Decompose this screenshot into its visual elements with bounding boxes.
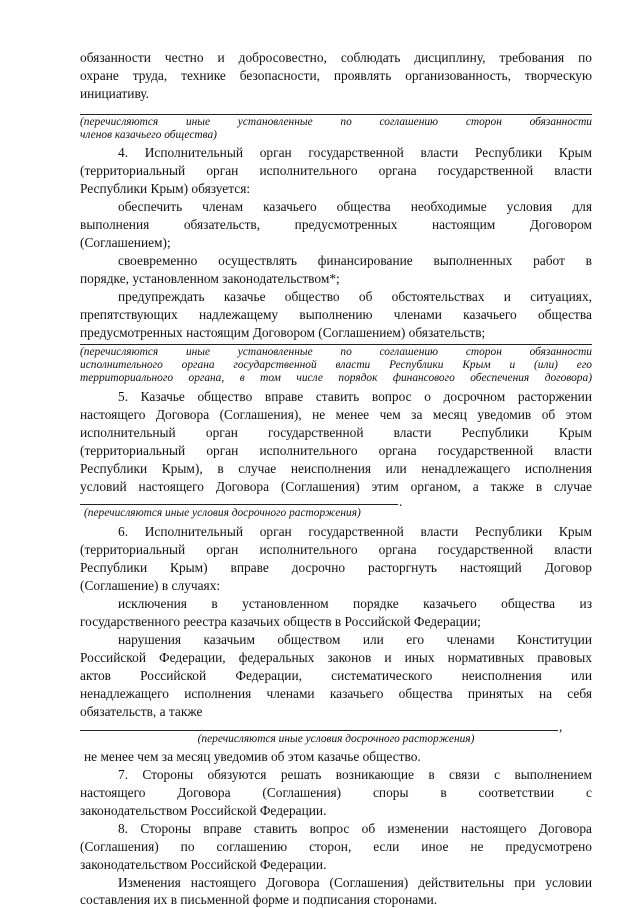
text-line: препятствующих надлежащему выполнению членами казачьего общества xyxy=(80,307,592,322)
clause-6-heading: 6. Исполнительный орган государственной власти Республики Крым xyxy=(118,524,592,539)
clause-4-heading: 4. Исполнительный орган государственной власти Республики Крым xyxy=(118,145,592,160)
text-line: предупреждать казачье общество об обстоятельствах и ситуациях, xyxy=(118,289,592,304)
text-line: инициативу. xyxy=(80,86,150,101)
italic-note: территориального органа, в том числе порядок финансового обеспечения договора) xyxy=(80,372,592,384)
text-line: настоящего Договора (Соглашения), не менее чем за месяц уведомив об этом xyxy=(80,407,592,422)
line-end-comma: , xyxy=(559,719,563,734)
text-line: составления их в письменной форме и подписания сторонами. xyxy=(80,892,438,907)
italic-note: (перечисляются иные установленные по соглашению сторон обязанности xyxy=(80,346,592,358)
text-line: исключения в установленном порядке казачьего общества из xyxy=(118,596,592,611)
text-line: охране труда, технике безопасности, проявлять организованность, творческую xyxy=(80,68,592,83)
line-end-period: . xyxy=(399,494,403,509)
text-line: обязательств, а также xyxy=(80,704,203,719)
clause-7-heading: 7. Стороны обязуются решать возникающие в связи с выполнением xyxy=(118,767,592,782)
text-line: Республики Крым) вправе досрочно расторгнуть настоящий Договор xyxy=(80,560,592,575)
text-line: Республики Крым) обязуется: xyxy=(80,181,251,196)
text-line: условий настоящего Договора (Соглашения) этим органом, а также в случае xyxy=(80,479,592,494)
clause-8-heading: 8. Стороны вправе ставить вопрос об изменении настоящего Договора xyxy=(118,821,592,836)
italic-note: членов казачьего общества) xyxy=(80,129,217,141)
text-line: своевременно осуществлять финансирование выполненных работ в xyxy=(118,253,592,268)
text-line: обеспечить членам казачьего общества необходимые условия для xyxy=(118,199,592,214)
text-line: выполнения обязательств, предусмотренных настоящим Договором xyxy=(80,217,592,232)
italic-note: исполнительного органа государственной власти Республики Крым и (или) его xyxy=(80,359,592,371)
fill-in-rule xyxy=(80,730,558,731)
text-line: актов Российской Федерации, систематического неисполнения или xyxy=(80,668,592,683)
text-line: ненадлежащего исполнения членами казачьего общества принятых на себя xyxy=(80,686,592,701)
text-line: законодательством Российской Федерации. xyxy=(80,803,327,818)
text-line: (территориальный орган исполнительного органа государственной власти xyxy=(80,443,592,458)
italic-note: (перечисляются иные условия досрочного расторжения) xyxy=(197,733,475,745)
italic-note: (перечисляются иные установленные по соглашению сторон обязанности xyxy=(80,116,592,128)
text-line: Российской Федерации, федеральных законов и иных нормативных правовых xyxy=(80,650,592,665)
fill-in-rule xyxy=(80,504,398,505)
text-line: (Соглашение) в случаях: xyxy=(80,578,221,593)
text-line: исполнительный орган государственной власти Республики Крым xyxy=(80,425,592,440)
italic-note: (перечисляются иные условия досрочного расторжения) xyxy=(84,507,361,519)
text-line: не менее чем за месяц уведомив об этом казачье общество. xyxy=(84,749,421,764)
text-line: (Соглашения) по соглашению сторон, если иное не предусмотрено xyxy=(80,839,592,854)
text-line: (Соглашением); xyxy=(80,235,171,250)
text-line: настоящего Договора (Соглашения) споры в соответствии с xyxy=(80,785,592,800)
text-line: законодательством Российской Федерации. xyxy=(80,857,327,872)
text-line: обязанности честно и добросовестно, соблюдать дисциплину, требования по xyxy=(80,50,592,65)
text-line: Республики Крым), в случае неисполнения или ненадлежащего исполнения xyxy=(80,461,592,476)
fill-in-rule xyxy=(80,114,592,115)
clause-5-heading: 5. Казачье общество вправе ставить вопрос о досрочном расторжении xyxy=(118,389,592,404)
text-line: предусмотренных настоящим Договором (Соглашением) обязательств; xyxy=(80,325,486,340)
text-line: (территориальный орган исполнительного органа государственной власти xyxy=(80,542,592,557)
text-line: государственного реестра казачьих обществ в Российской Федерации; xyxy=(80,614,481,629)
text-line: порядке, установленном законодательством*; xyxy=(80,271,340,286)
fill-in-rule xyxy=(80,344,592,345)
text-line: (территориальный орган исполнительного органа государственной власти xyxy=(80,163,592,178)
text-line: нарушения казачьим обществом или его членами Конституции xyxy=(118,632,592,647)
text-line: Изменения настоящего Договора (Соглашения) действительны при условии xyxy=(118,875,592,890)
